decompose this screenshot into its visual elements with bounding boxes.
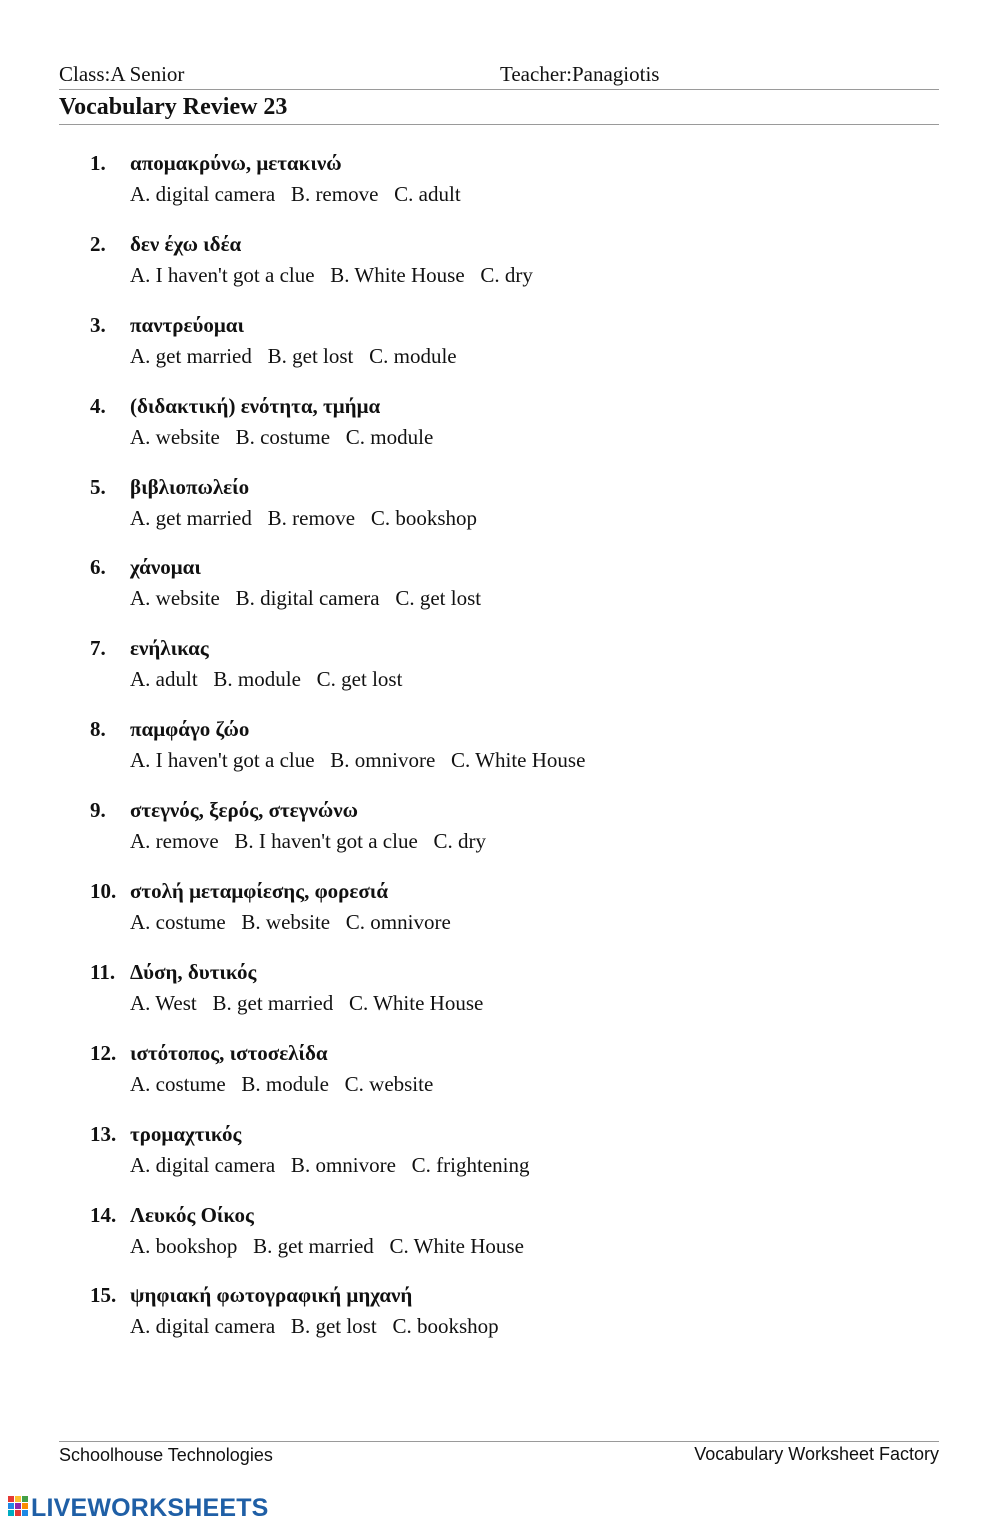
- answer-options[interactable]: A. get married B. get lost C. module: [130, 343, 457, 368]
- answer-options[interactable]: A. bookshop B. get married C. White House: [130, 1233, 524, 1258]
- answer-options[interactable]: A. digital camera B. get lost C. bookshop: [130, 1314, 499, 1339]
- question-item: [0, 310, 1000, 391]
- question-number: 10.: [90, 879, 117, 904]
- title-row: [59, 93, 939, 125]
- answer-options[interactable]: A. website B. costume C. module: [130, 424, 434, 449]
- answer-options[interactable]: A. I haven't got a clue B. omnivore C. White House: [130, 748, 586, 773]
- question-term: στολή μεταμφίεσης, φορεσιά: [130, 879, 389, 904]
- brand-name: LIVEWORKSHEETS: [31, 1493, 269, 1522]
- question-term: (διδακτική) ενότητα, τμήμα: [130, 393, 381, 418]
- question-item: [0, 957, 1000, 1038]
- teacher-label: Teacher:Panagiotis: [500, 62, 660, 86]
- question-number: 8.: [90, 717, 106, 742]
- question-item: [0, 1200, 1000, 1281]
- question-term: δεν έχω ιδέα: [130, 231, 242, 256]
- liveworksheets-logo-icon: [8, 1496, 28, 1520]
- question-item: [0, 714, 1000, 795]
- worksheet-title: Vocabulary Review 23: [59, 94, 288, 120]
- question-term: χάνομαι: [130, 555, 201, 580]
- question-term: στεγνός, ξερός, στεγνώνω: [130, 798, 358, 823]
- answer-options[interactable]: A. get married B. remove C. bookshop: [130, 505, 478, 530]
- question-number: 3.: [90, 312, 106, 337]
- question-item: [0, 633, 1000, 714]
- question-number: 5.: [90, 474, 106, 499]
- question-number: 7.: [90, 636, 106, 661]
- question-item: [0, 148, 1000, 229]
- question-term: τρομαχτικός: [130, 1121, 242, 1146]
- question-number: 6.: [90, 555, 106, 580]
- question-number: 2.: [90, 231, 106, 256]
- question-term: παμφάγο ζώο: [130, 717, 250, 742]
- answer-options[interactable]: A. remove B. I haven't got a clue C. dry: [130, 829, 487, 854]
- liveworksheets-brand[interactable]: [8, 1493, 269, 1523]
- footer-right-text: Vocabulary Worksheet Factory: [694, 1444, 939, 1464]
- question-item: [0, 229, 1000, 310]
- answer-options[interactable]: A. adult B. module C. get lost: [130, 667, 403, 692]
- question-number: 9.: [90, 798, 106, 823]
- question-item: [0, 472, 1000, 553]
- question-term: ψηφιακή φωτογραφική μηχανή: [130, 1283, 413, 1308]
- question-item: [0, 1280, 1000, 1361]
- answer-options[interactable]: A. digital camera B. omnivore C. frightening: [130, 1152, 530, 1177]
- question-item: [0, 1119, 1000, 1200]
- question-item: [0, 876, 1000, 957]
- question-number: 14.: [90, 1202, 117, 1227]
- question-number: 15.: [90, 1283, 117, 1308]
- question-term: Λευκός Οίκος: [130, 1202, 254, 1227]
- answer-options[interactable]: A. costume B. website C. omnivore: [130, 910, 451, 935]
- class-label: Class:A Senior: [59, 62, 185, 86]
- question-item: [0, 795, 1000, 876]
- answer-options[interactable]: A. I haven't got a clue B. White House C. dry: [130, 262, 533, 287]
- footer-left-text: Schoolhouse Technologies: [59, 1445, 273, 1465]
- question-item: [0, 1038, 1000, 1119]
- header-row: [59, 61, 939, 90]
- question-number: 1.: [90, 151, 106, 175]
- question-number: 13.: [90, 1121, 117, 1146]
- question-item: [0, 552, 1000, 633]
- question-term: παντρεύομαι: [130, 312, 245, 337]
- question-list: [0, 148, 1000, 1361]
- question-number: 4.: [90, 393, 106, 418]
- answer-options[interactable]: A. digital camera B. remove C. adult: [130, 182, 461, 206]
- answer-options[interactable]: A. West B. get married C. White House: [130, 990, 484, 1015]
- answer-options[interactable]: A. costume B. module C. website: [130, 1071, 434, 1096]
- question-term: απομακρύνω, μετακινώ: [130, 151, 342, 175]
- question-item: [0, 391, 1000, 472]
- question-number: 12.: [90, 1040, 117, 1065]
- question-term: Δύση, δυτικός: [130, 959, 257, 984]
- question-term: ενήλικας: [130, 636, 209, 661]
- footer-row: [59, 1441, 939, 1472]
- answer-options[interactable]: A. website B. digital camera C. get lost: [130, 586, 482, 611]
- question-term: ιστότοπος, ιστοσελίδα: [130, 1040, 328, 1065]
- question-number: 11.: [90, 959, 116, 984]
- question-term: βιβλιοπωλείο: [130, 474, 250, 499]
